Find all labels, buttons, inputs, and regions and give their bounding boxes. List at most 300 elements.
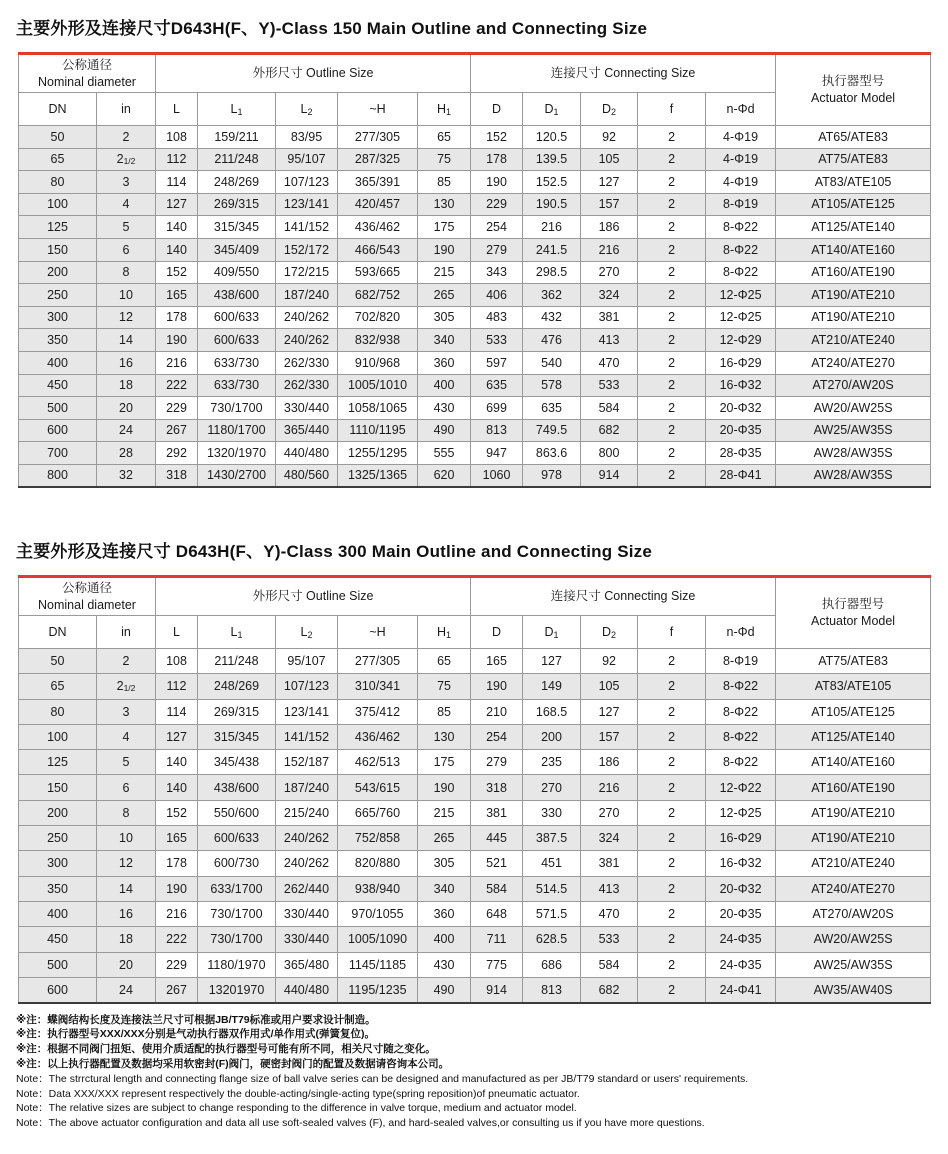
table-cell: 28-Φ41	[706, 464, 776, 487]
table-cell: 152	[156, 800, 198, 825]
footnote-zh-2: ※注：执行器型号XXX/XXX分别是气动执行器双作用式/单作用式(弹簧复位)。	[16, 1028, 376, 1041]
table-cell: 210	[471, 699, 523, 724]
table-cell: AT140/ATE160	[776, 238, 931, 261]
table-cell: 2	[638, 397, 706, 420]
table-cell: AW28/AW35S	[776, 464, 931, 487]
table-cell: 2	[638, 261, 706, 284]
table-cell: 140	[156, 216, 198, 239]
table-cell: 65	[19, 674, 97, 699]
table-cell: 24-Φ41	[706, 977, 776, 1002]
table-cell: 186	[581, 750, 638, 775]
table-row	[19, 329, 931, 352]
table-cell: 157	[581, 193, 638, 216]
table-cell: 85	[418, 171, 471, 194]
col-header-f: f	[638, 93, 706, 126]
col-header-d1: $D_1$	[523, 616, 581, 649]
table-cell: 1180/1970	[198, 952, 276, 977]
table-cell: 600/633	[198, 826, 276, 851]
table-cell: 340	[418, 329, 471, 352]
table-cell: 451	[523, 851, 581, 876]
table-cell: 365/391	[338, 171, 418, 194]
table-cell: 2	[638, 775, 706, 800]
table-cell: 21/2	[97, 674, 156, 699]
table-cell: 165	[156, 284, 198, 307]
table-cell: AT190/ATE210	[776, 800, 931, 825]
table-cell: 152.5	[523, 171, 581, 194]
table-cell: AT83/ATE105	[776, 674, 931, 699]
table-cell: 978	[523, 464, 581, 487]
table-cell: 633/730	[198, 374, 276, 397]
table-cell: 10	[97, 826, 156, 851]
table-cell: 832/938	[338, 329, 418, 352]
table-cell: AT75/ATE83	[776, 649, 931, 674]
table-row	[19, 750, 931, 775]
col-header-d: D	[471, 93, 523, 126]
table-cell: AT125/ATE140	[776, 724, 931, 749]
table-cell: 190	[418, 775, 471, 800]
table-cell: 14	[97, 329, 156, 352]
table-cell: 4-Φ19	[706, 171, 776, 194]
table-cell: 682	[581, 977, 638, 1002]
table-cell: 752/858	[338, 826, 418, 851]
table-row	[19, 171, 931, 194]
table-cell: 387.5	[523, 826, 581, 851]
table-row	[19, 464, 931, 487]
col-header-dn: DN	[19, 616, 97, 649]
table-cell: 480/560	[276, 464, 338, 487]
table-cell: 2	[638, 699, 706, 724]
table-cell: 362	[523, 284, 581, 307]
table-cell: 165	[156, 826, 198, 851]
table-cell: 152/172	[276, 238, 338, 261]
table-cell: 413	[581, 876, 638, 901]
table-cell: 310/341	[338, 674, 418, 699]
table-cell: 130	[418, 724, 471, 749]
table-cell: AT270/AW20S	[776, 374, 931, 397]
col-header-in: in	[97, 93, 156, 126]
table-cell: 450	[19, 374, 97, 397]
table-cell: 187/240	[276, 775, 338, 800]
table-cell: 108	[156, 126, 198, 149]
table-cell: 4-Φ19	[706, 126, 776, 149]
table-cell: 584	[581, 397, 638, 420]
table-cell: 190	[156, 876, 198, 901]
table-cell: 85	[418, 699, 471, 724]
table-cell: 597	[471, 351, 523, 374]
table-cell: 24-Φ35	[706, 927, 776, 952]
table-cell: 32	[97, 464, 156, 487]
table-cell: 20-Φ32	[706, 397, 776, 420]
table-cell: 28	[97, 442, 156, 465]
table-cell: 699	[471, 397, 523, 420]
table-cell: 83/95	[276, 126, 338, 149]
table-cell: AW25/AW35S	[776, 419, 931, 442]
table-cell: 298.5	[523, 261, 581, 284]
col-header-l1: $L_1$	[198, 616, 276, 649]
table-cell: 375/412	[338, 699, 418, 724]
table-cell: 2	[638, 193, 706, 216]
table-cell: 12-Φ22	[706, 775, 776, 800]
table-cell: 4	[97, 193, 156, 216]
table-cell: 400	[19, 901, 97, 926]
table-cell: 16-Φ29	[706, 826, 776, 851]
table-cell: 360	[418, 901, 471, 926]
table-cell: 2	[638, 724, 706, 749]
footnote-zh-3: ※注：根据不同阀门扭矩、使用介质适配的执行器型号可能有所不同，相关尺寸随之变化。	[16, 1043, 436, 1056]
table-cell: 12-Φ25	[706, 800, 776, 825]
table-cell: 65	[19, 148, 97, 171]
table-cell: 470	[581, 901, 638, 926]
table-cell: 648	[471, 901, 523, 926]
table-cell: 521	[471, 851, 523, 876]
col-header-h1: $H_1$	[418, 616, 471, 649]
section-title-class300: 主要外形及连接尺寸 D643H(F、Y)-Class 300 Main Outline and Connecting Size	[16, 542, 653, 561]
table-cell: 95/107	[276, 649, 338, 674]
table-cell: 127	[581, 699, 638, 724]
table-row	[19, 216, 931, 239]
table-cell: 1110/1195	[338, 419, 418, 442]
table-cell: 8-Φ22	[706, 216, 776, 239]
col-header-h1: $H_1$	[418, 93, 471, 126]
table-cell: 324	[581, 284, 638, 307]
table-cell: 550/600	[198, 800, 276, 825]
table-cell: 820/880	[338, 851, 418, 876]
table-cell: 400	[418, 374, 471, 397]
table-row	[19, 374, 931, 397]
table-cell: 114	[156, 699, 198, 724]
table-cell: 92	[581, 126, 638, 149]
table-cell: 65	[418, 649, 471, 674]
table-cell: 292	[156, 442, 198, 465]
table-cell: 8	[97, 261, 156, 284]
table-cell: 2	[97, 649, 156, 674]
table-wrap-class300	[18, 575, 930, 1004]
table-row	[19, 724, 931, 749]
table-cell: AT240/ATE270	[776, 351, 931, 374]
table-cell: 438/600	[198, 284, 276, 307]
table-cell: 8-Φ22	[706, 261, 776, 284]
col-header-d1: $D_1$	[523, 93, 581, 126]
table-cell: 125	[19, 216, 97, 239]
footnote-en-2: Note：Data XXX/XXX represent respectively the double-acting/single-acting type(spring reposition)of pneumatic actuator.	[16, 1087, 580, 1100]
table-cell: 150	[19, 238, 97, 261]
table-cell: 178	[156, 306, 198, 329]
table-cell: 318	[156, 464, 198, 487]
table-cell: 287/325	[338, 148, 418, 171]
table-cell: 50	[19, 126, 97, 149]
table-cell: AT240/ATE270	[776, 876, 931, 901]
table-cell: AT210/ATE240	[776, 851, 931, 876]
table-cell: 20-Φ35	[706, 419, 776, 442]
table-cell: 215	[418, 800, 471, 825]
table-cell: 600	[19, 419, 97, 442]
table-cell: 330	[523, 800, 581, 825]
table-cell: AW28/AW35S	[776, 442, 931, 465]
table-cell: 149	[523, 674, 581, 699]
table-cell: 178	[471, 148, 523, 171]
table-cell: 2	[638, 800, 706, 825]
table-cell: 315/345	[198, 724, 276, 749]
table-cell: 381	[581, 851, 638, 876]
table-cell: 250	[19, 826, 97, 851]
table-cell: 702/820	[338, 306, 418, 329]
footnotes	[16, 1014, 930, 1132]
table-cell: 190	[156, 329, 198, 352]
table-cell: 381	[581, 306, 638, 329]
table-cell: 476	[523, 329, 581, 352]
table-cell: 150	[19, 775, 97, 800]
table-cell: 300	[19, 306, 97, 329]
table-cell: 235	[523, 750, 581, 775]
table-cell: 5	[97, 216, 156, 239]
table-cell: 533	[581, 927, 638, 952]
table-cell: 600/633	[198, 329, 276, 352]
table-cell: 628.5	[523, 927, 581, 952]
table-cell: 633/1700	[198, 876, 276, 901]
table-cell: 330/440	[276, 397, 338, 420]
table-cell: 711	[471, 927, 523, 952]
table-cell: 343	[471, 261, 523, 284]
table-row	[19, 261, 931, 284]
table-cell: 254	[471, 216, 523, 239]
table-cell: 300	[19, 851, 97, 876]
table-cell: 970/1055	[338, 901, 418, 926]
table-cell: 1005/1010	[338, 374, 418, 397]
table-cell: 1145/1185	[338, 952, 418, 977]
table-cell: 635	[523, 397, 581, 420]
col-header-d2: $D_2$	[581, 616, 638, 649]
table-cell: 514.5	[523, 876, 581, 901]
table-cell: 279	[471, 238, 523, 261]
table-row	[19, 442, 931, 465]
table-cell: AT140/ATE160	[776, 750, 931, 775]
table-cell: 279	[471, 750, 523, 775]
table-cell: 360	[418, 351, 471, 374]
col-header-d: D	[471, 616, 523, 649]
header-connecting-size: 连接尺寸 Connecting Size	[471, 54, 776, 93]
table-cell: 490	[418, 977, 471, 1002]
table-cell: 2	[638, 952, 706, 977]
table-cell: 248/269	[198, 674, 276, 699]
table-cell: 140	[156, 750, 198, 775]
footnote-en-4: Note：The above actuator configuration and data all use soft-sealed valves (F), and hard-sealed valves,or consulting us if you have more questions.	[16, 1117, 705, 1130]
table-row	[19, 901, 931, 926]
col-header-l: L	[156, 616, 198, 649]
table-cell: 533	[471, 329, 523, 352]
table-cell: 340	[418, 876, 471, 901]
table-cell: AT105/ATE125	[776, 193, 931, 216]
table-cell: 265	[418, 284, 471, 307]
table-cell: 345/409	[198, 238, 276, 261]
table-cell: 1320/1970	[198, 442, 276, 465]
table-cell: 8-Φ22	[706, 699, 776, 724]
table-cell: 211/248	[198, 148, 276, 171]
table-cell: 3	[97, 171, 156, 194]
table-cell: AW25/AW35S	[776, 952, 931, 977]
header-outline-size: 外形尺寸 Outline Size	[156, 54, 471, 93]
table-cell: 211/248	[198, 649, 276, 674]
table-cell: 466/543	[338, 238, 418, 261]
table-cell: 105	[581, 148, 638, 171]
table-cell: 584	[581, 952, 638, 977]
table-cell: 216	[156, 351, 198, 374]
table-row	[19, 876, 931, 901]
table-cell: 12-Φ25	[706, 306, 776, 329]
table-cell: 6	[97, 238, 156, 261]
table-cell: 100	[19, 193, 97, 216]
col-header-nd: n-Φd	[706, 93, 776, 126]
table-cell: 420/457	[338, 193, 418, 216]
table-cell: AT105/ATE125	[776, 699, 931, 724]
table-cell: 2	[638, 464, 706, 487]
table-cell: 863.6	[523, 442, 581, 465]
table-cell: 215/240	[276, 800, 338, 825]
table-cell: 216	[581, 775, 638, 800]
col-header-dn: DN	[19, 93, 97, 126]
table-cell: 1058/1065	[338, 397, 418, 420]
table-cell: AT190/ATE210	[776, 284, 931, 307]
footnote-zh-1: ※注：蝶阀结构长度及连接法兰尺寸可根据JB/T79标准或用户要求设计制造。	[16, 1013, 376, 1026]
table-cell: 127	[523, 649, 581, 674]
table-cell: 21/2	[97, 148, 156, 171]
table-cell: 265	[418, 826, 471, 851]
table-cell: 730/1700	[198, 397, 276, 420]
table-cell: 700	[19, 442, 97, 465]
table-cell: 432	[523, 306, 581, 329]
table-cell: 318	[471, 775, 523, 800]
table-row	[19, 800, 931, 825]
table-cell: AW20/AW25S	[776, 397, 931, 420]
table-cell: 2	[638, 126, 706, 149]
table-cell: 305	[418, 851, 471, 876]
table-cell: 152/187	[276, 750, 338, 775]
table-cell: 1180/1700	[198, 419, 276, 442]
table-cell: 125	[19, 750, 97, 775]
table-cell: 665/760	[338, 800, 418, 825]
table-cell: 533	[581, 374, 638, 397]
col-header-l1: $L_1$	[198, 93, 276, 126]
table-cell: AT210/ATE240	[776, 329, 931, 352]
table-cell: 28-Φ35	[706, 442, 776, 465]
table-cell: 120.5	[523, 126, 581, 149]
table-cell: 2	[638, 419, 706, 442]
col-header-d2: $D_2$	[581, 93, 638, 126]
table-cell: 190.5	[523, 193, 581, 216]
table-cell: 172/215	[276, 261, 338, 284]
table-cell: 20	[97, 397, 156, 420]
table-cell: 168.5	[523, 699, 581, 724]
table-cell: 200	[19, 800, 97, 825]
table-cell: 436/462	[338, 216, 418, 239]
table-cell: 178	[156, 851, 198, 876]
table-row	[19, 699, 931, 724]
table-cell: 267	[156, 977, 198, 1002]
table-cell: 430	[418, 952, 471, 977]
table-cell: 14	[97, 876, 156, 901]
spec-table-class300	[18, 575, 931, 1004]
table-cell: 105	[581, 674, 638, 699]
table-cell: 240/262	[276, 826, 338, 851]
table-row	[19, 397, 931, 420]
table-cell: 277/305	[338, 126, 418, 149]
table-cell: 914	[581, 464, 638, 487]
table-cell: 813	[523, 977, 581, 1002]
table-cell: 112	[156, 148, 198, 171]
table-cell: 65	[418, 126, 471, 149]
table-cell: 8-Φ19	[706, 649, 776, 674]
table-cell: 2	[638, 977, 706, 1002]
table-cell: 350	[19, 329, 97, 352]
header-actuator-model: 执行器型号 Actuator Model	[776, 577, 931, 649]
table-cell: 2	[638, 876, 706, 901]
table-cell: 270	[523, 775, 581, 800]
table-cell: 686	[523, 952, 581, 977]
table-cell: 1325/1365	[338, 464, 418, 487]
table-cell: 2	[97, 126, 156, 149]
table-cell: 254	[471, 724, 523, 749]
table-cell: 315/345	[198, 216, 276, 239]
table-cell: 107/123	[276, 674, 338, 699]
table-cell: 112	[156, 674, 198, 699]
col-header-l2: $L_2$	[276, 93, 338, 126]
table-cell: 24	[97, 419, 156, 442]
table-cell: 2	[638, 826, 706, 851]
table-cell: 229	[471, 193, 523, 216]
table-cell: 500	[19, 952, 97, 977]
table-cell: 141/152	[276, 724, 338, 749]
table-cell: 813	[471, 419, 523, 442]
table-cell: 222	[156, 374, 198, 397]
table-cell: 470	[581, 351, 638, 374]
table-cell: 600	[19, 977, 97, 1002]
table-cell: 633/730	[198, 351, 276, 374]
table-cell: 462/513	[338, 750, 418, 775]
table-cell: 620	[418, 464, 471, 487]
table-cell: 2	[638, 674, 706, 699]
table-cell: 593/665	[338, 261, 418, 284]
table-row	[19, 927, 931, 952]
table-cell: 8	[97, 800, 156, 825]
section-title-class150: 主要外形及连接尺寸D643H(F、Y)-Class 150 Main Outline and Connecting Size	[16, 19, 648, 38]
table-cell: 2	[638, 901, 706, 926]
table-cell: 20	[97, 952, 156, 977]
table-cell: 450	[19, 927, 97, 952]
table-cell: 215	[418, 261, 471, 284]
table-cell: 775	[471, 952, 523, 977]
table-cell: 75	[418, 674, 471, 699]
table-cell: 440/480	[276, 977, 338, 1002]
table-cell: 1430/2700	[198, 464, 276, 487]
table-row	[19, 351, 931, 374]
table-cell: 800	[581, 442, 638, 465]
table-cell: 490	[418, 419, 471, 442]
table-cell: 159/211	[198, 126, 276, 149]
table-cell: 8-Φ22	[706, 238, 776, 261]
table-row	[19, 674, 931, 699]
table-cell: 190	[418, 238, 471, 261]
table-cell: 190	[471, 171, 523, 194]
table-cell: 269/315	[198, 699, 276, 724]
table-cell: AT65/ATE83	[776, 126, 931, 149]
table-cell: 24-Φ35	[706, 952, 776, 977]
table-cell: 4	[97, 724, 156, 749]
table-cell: 140	[156, 775, 198, 800]
table-row	[19, 284, 931, 307]
table-cell: 381	[471, 800, 523, 825]
table-cell: 216	[523, 216, 581, 239]
table-cell: 16	[97, 351, 156, 374]
table-cell: 152	[471, 126, 523, 149]
